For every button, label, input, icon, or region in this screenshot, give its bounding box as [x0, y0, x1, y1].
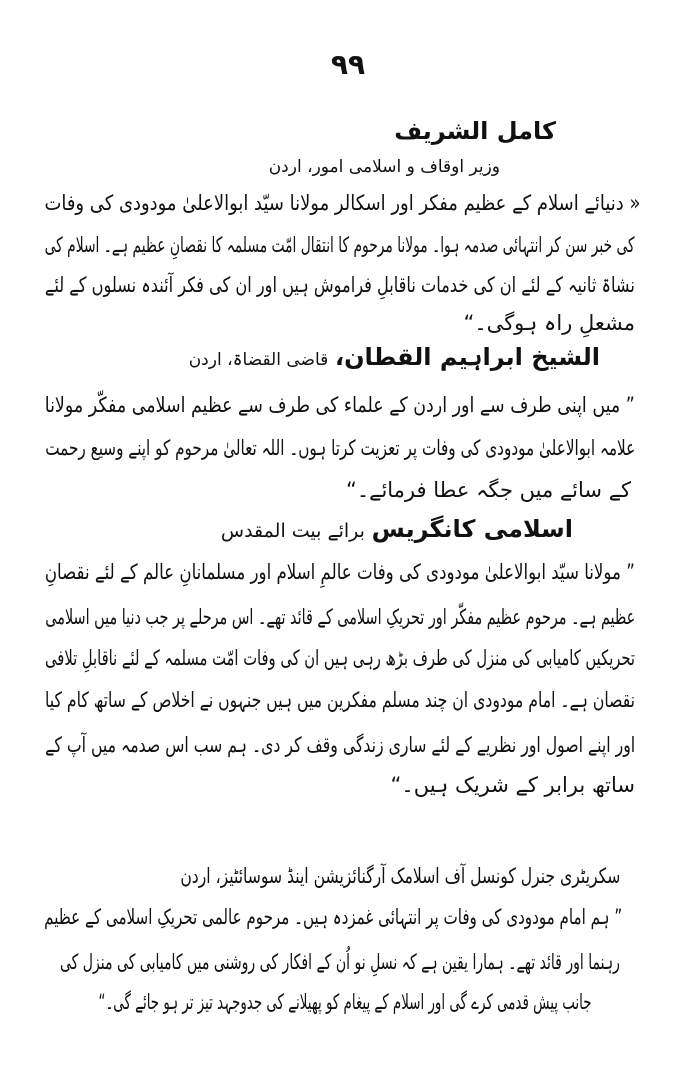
section-1-line-3: نشاۃ ثانیہ کے لئے ان کی خدمات ناقابلِ فراموش ہیں اور ان کی فکر آئندہ نسلوں کے لئے	[45, 273, 635, 297]
section-2-heading: الشیخ ابراہیم القطان،	[334, 343, 600, 371]
section-3-heading: اسلامی کانگریس	[371, 515, 573, 543]
section-4-line-3: جانب پیش قدمی کرے گی اور اسلام کے پیغام کو پھیلانے کی جدوجہد تیز تر ہو جائے گی۔“	[98, 990, 591, 1014]
section-4-heading: سکریٹری جنرل کونسل آف اسلامک آرگنائزیشن اینڈ سوسائٹیز، اردن	[180, 864, 620, 888]
section-2-line-2: علامہ ابوالاعلیٰ مودودی کی وفات پر تعزیت کرتا ہوں۔ اللہ تعالیٰ مرحوم کو اپنے وسیع رحمت	[45, 436, 635, 460]
section-3-line-6: ساتھ برابر کے شریک ہیں۔“	[390, 773, 635, 797]
section-2-line-3: کے سائے میں جگہ عطا فرمائے۔“	[345, 478, 631, 502]
section-3-line-5: اور اپنے اصول اور نظریے کے لئے ساری زندگی وقف کر دی۔ ہم سب اس صدمہ میں آپ کے	[45, 733, 635, 757]
section-1-line-1: « دنیائے اسلام کے عظیم مفکر اور اسکالر مولانا سیّد ابوالاعلیٰ مودودی کی وفات	[44, 191, 640, 215]
section-1-line-2: کی خبر سن کر انتہائی صدمہ ہوا۔ مولانا مرحوم کا انتقال امّت مسلمہ کا نقصانِ عظیم ہے۔ اسلام کی	[45, 233, 635, 257]
section-3-line-3: تحریکیں کامیابی کی منزل کی طرف بڑھ رہی ہیں ان کی وفات امّت مسلمہ کے لئے ناقابلِ تلافی	[45, 646, 635, 670]
section-3-subheading: برائے بیت المقدس	[220, 520, 365, 542]
section-2-heading-row	[189, 342, 600, 375]
section-1-line-4: مشعلِ راہ ہوگی۔“	[463, 311, 635, 335]
section-4-line-1: ” ہم امام مودودی کی وفات پر انتہائی غمزدہ ہیں۔ مرحوم عالمی تحریکِ اسلامی کے عظیم	[44, 905, 622, 929]
section-3-line-1: ” مولانا سیّد ابوالاعلیٰ مودودی کی وفات عالمِ اسلام اور مسلمانانِ عالم کے لئے نقصانِ	[45, 560, 635, 584]
page-number: ۹۹	[330, 48, 366, 81]
section-3-heading-row	[221, 514, 573, 546]
section-2-subheading: قاضی القضاۃ، اردن	[188, 350, 329, 370]
section-3-line-4: نقصان ہے۔ امام مودودی ان چند مسلم مفکرین میں ہیں جنہوں نے اخلاص کے ساتھ کام کیا	[45, 688, 635, 712]
section-4-line-2: رہنما اور قائد تھے۔ ہمارا یقین ہے کہ نسلِ نو اُن کے افکار کی روشنی میں کامیابی کی منزل کی	[60, 950, 620, 974]
section-3-line-2: عظیم ہے۔ مرحوم عظیم مفکّر اور تحریکِ اسلامی کے قائد تھے۔ اس مرحلے پر جب دنیا میں اسلامی	[45, 605, 635, 629]
section-1-heading: کامل الشریف	[394, 117, 556, 145]
section-2-line-1: ” میں اپنی طرف سے اور اردن کے علماء کی طرف سے عظیم اسلامی مفکّر مولانا	[45, 393, 635, 417]
section-1-subheading: وزیر اوقاف و اسلامی امور، اردن	[268, 157, 500, 177]
